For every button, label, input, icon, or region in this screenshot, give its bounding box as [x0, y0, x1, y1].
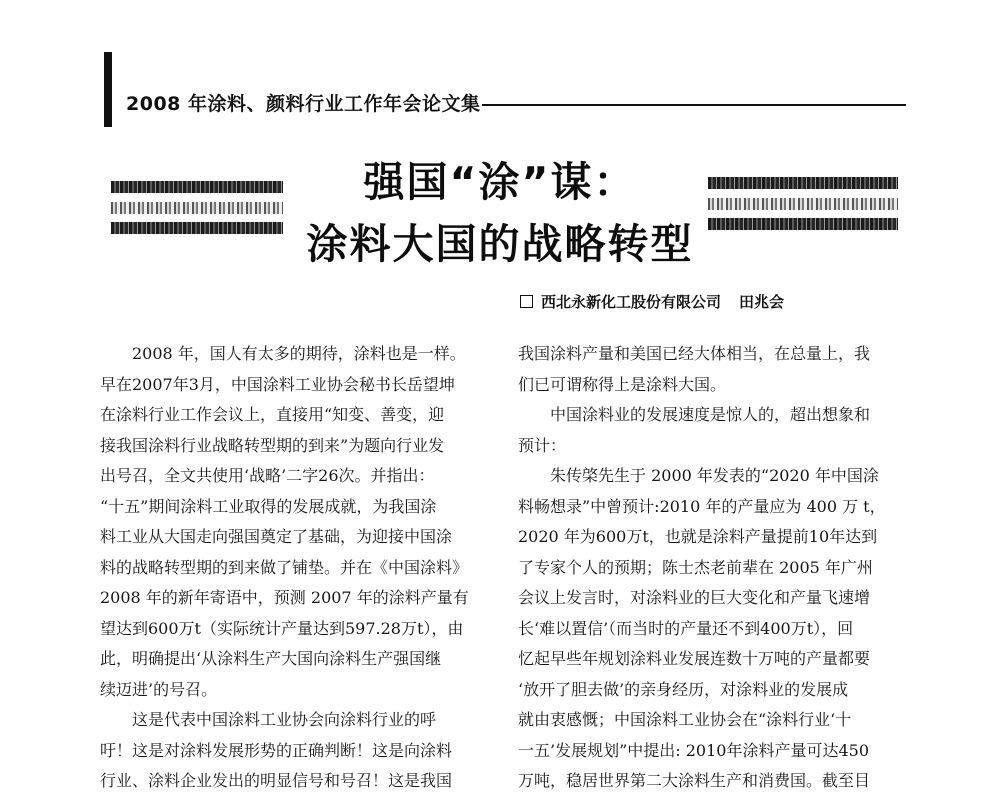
- body-text-line: 我国涂料产量和美国已经大体相当，在总量上，我: [518, 344, 871, 363]
- body-text-line: 2008 年，国人有太多的期待，涂料也是一样。: [100, 344, 466, 363]
- body-text-line: 此，明确提出‘从涂料生产大国向涂料生产强国继: [100, 649, 442, 668]
- byline-box-icon: [520, 295, 533, 308]
- author-name: 田兆会: [739, 293, 785, 311]
- body-text-line: 们已可谓称得上是涂料大国。: [518, 374, 727, 394]
- body-text-line: 早在2007年3月，中国涂料工业协会秘书长岳望坤: [100, 374, 455, 394]
- body-text-line: 续迈进’的号召。: [100, 679, 218, 699]
- body-text-line: 望达到600万t（实际统计产量达到597.28万t），由: [100, 618, 464, 638]
- body-text-line: 料的战略转型期的到来做了铺垫。并在《中国涂料》: [100, 557, 469, 577]
- body-text-line: 忆起早些年规划涂料业发展连数十万吨的产量都要: [518, 649, 871, 668]
- body-text-line: 吁！这是对涂料发展形势的正确判断！这是向涂料: [100, 740, 453, 760]
- article-title-line-1: 强国“涂”谋：: [363, 158, 637, 206]
- header-rule-line: [482, 104, 906, 106]
- body-text-line: 料工业从大国走向强国奠定了基础，为迎接中国涂: [100, 527, 453, 546]
- body-text-line: 长‘难以置信’（而当时的产量还不到400万t），回: [518, 618, 854, 638]
- body-text-line: 朱传棨先生于 2000 年发表的“2020 年中国涂: [518, 466, 879, 485]
- body-text-line: “十五”期间涂料工业取得的发展成就，为我国涂: [100, 496, 437, 516]
- header-rule-bar: [104, 52, 112, 127]
- body-text-line: 在涂料行业工作会议上，直接用“知变、善变，迎: [100, 405, 445, 424]
- body-text-line: 出号召，全文共使用‘战略’二字26次。并指出：: [100, 466, 435, 485]
- body-text-line: 2020 年为600万t，也就是涂料产量提前10年达到: [518, 527, 878, 546]
- body-text-line: 会议上发言时，对涂料业的巨大变化和产量飞速增: [518, 588, 871, 607]
- body-text-line: 行业、涂料企业发出的明显信号和号召！这是我国: [100, 771, 453, 790]
- body-text-line: 这是代表中国涂料工业协会向涂料行业的呼: [100, 710, 437, 729]
- body-text-line: 了专家个人的预期；陈士杰老前辈在 2005 年广州: [518, 557, 873, 577]
- author-affiliation: 西北永新化工股份有限公司: [541, 293, 722, 311]
- collection-title: 2008 年涂料、颜料行业工作年会论文集: [126, 93, 481, 115]
- body-text-line: ‘放开了胆去做’的亲身经历，对涂料业的发展成: [518, 679, 849, 699]
- body-text-line: 接我国涂料行业战略转型期的到来”为题向行业发: [100, 435, 445, 455]
- byline: [520, 291, 784, 312]
- body-text-line: 预计：: [518, 435, 567, 455]
- body-text-line: 料畅想录”中曾预计:2010 年的产量应为 400 万 t，: [518, 496, 886, 516]
- article-title-line-2: 涂料大国的战略转型: [306, 220, 694, 268]
- body-text-line: 万吨，稳居世界第二大涂料生产和消费国。截至目: [518, 771, 871, 790]
- body-text-line: 一五’发展规划”中提出: 2010年涂料产量可达450: [518, 740, 870, 760]
- body-text-line: 就由衷感慨；中国涂料工业协会在“涂料行业‘十: [518, 710, 852, 729]
- body-text-line: 中国涂料业的发展速度是惊人的，超出想象和: [518, 405, 871, 424]
- left-column: [100, 339, 495, 797]
- right-column: [518, 339, 908, 797]
- body-text-line: 2008 年的新年寄语中，预测 2007 年的涂料产量有: [100, 588, 469, 607]
